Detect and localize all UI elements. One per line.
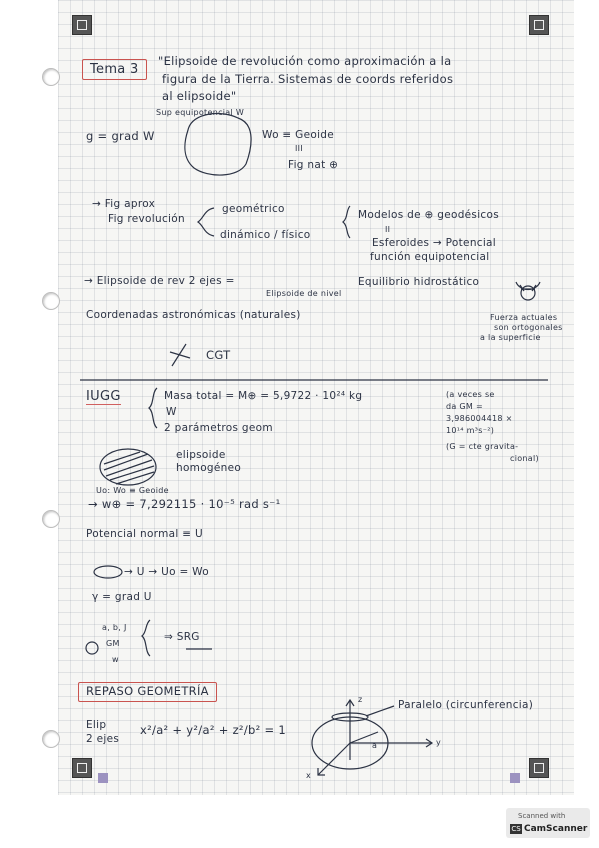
models-label: Modelos de ⊕ geodésicos <box>358 209 499 221</box>
omega-earth: → w⊕ = 7,292115 · 10⁻⁵ rad s⁻¹ <box>88 497 281 511</box>
gm-note-5: (G = cte gravita- <box>446 442 519 451</box>
homog-ellipsoid-1: elipsoide <box>176 449 226 461</box>
geometric-label: geométrico <box>222 203 285 215</box>
axis-x: x <box>306 771 312 780</box>
cgt-label: CGT <box>206 348 231 362</box>
camscanner-badge <box>506 808 590 838</box>
geom-params: 2 parámetros geom <box>164 422 273 434</box>
axis-y: y <box>436 738 442 747</box>
normal-potential: Potencial normal ≡ U <box>86 528 203 540</box>
gravity-formula: g = grad W <box>86 129 155 143</box>
title-line-2: figura de la Tierra. Sistemas de coords referidos <box>162 72 454 86</box>
fig-revolution: Fig revolución <box>108 213 185 225</box>
equal-mark: II <box>385 225 391 234</box>
hydrostatic-label: Equilibrio hidrostático <box>358 276 480 288</box>
fig-aprox: → Fig aprox <box>92 198 156 210</box>
title-line-3: al elipsoide" <box>162 89 237 103</box>
forces-note-3: a la superficie <box>480 333 541 342</box>
dynamic-label: dinámico / físico <box>220 229 311 241</box>
w-param: W <box>166 406 177 418</box>
tema-label: Tema 3 <box>82 59 147 80</box>
equipotential-surface-label: Sup equipotencial W <box>156 108 245 117</box>
gm-note-3: 3,986004418 × <box>446 414 513 423</box>
semi-axis-a: a <box>372 741 378 750</box>
gamma-formula: γ = grad U <box>92 591 152 603</box>
level-ellipsoid: Elipsoide de nivel <box>266 289 342 298</box>
equiv-mark: III <box>295 144 303 153</box>
scanned-with-text: Scanned with <box>518 812 566 820</box>
camscanner-logo-icon: CS <box>511 825 521 833</box>
params-w: w <box>112 655 119 664</box>
forces-note-2: son ortogonales <box>494 323 563 332</box>
ellipsoids-label: Esferoides → Potencial <box>372 237 497 249</box>
fig-nat-label: Fig nat ⊕ <box>288 159 339 171</box>
gm-note-6: cional) <box>510 454 539 463</box>
forces-note-1: Fuerza actuales <box>490 313 558 322</box>
equipotential-function: función equipotencial <box>370 251 490 263</box>
homog-ellipsoid-2: homogéneo <box>176 462 242 474</box>
wo-geoid-label: Wo ≡ Geoide <box>262 129 335 141</box>
parallel-label: Paralelo (circunferencia) <box>398 699 534 711</box>
axis-z: z <box>358 695 363 704</box>
ellipsoid-formula: x²/a² + y²/a² + z²/b² = 1 <box>140 723 286 737</box>
gm-note-1: (a veces se <box>446 390 495 399</box>
title-line-1: "Elipsoide de revolución como aproximación a la <box>158 54 452 68</box>
camscanner-text: CamScanner <box>524 824 588 834</box>
two-axes-ellipsoid: → Elipsoide de rev 2 ejes = <box>84 275 235 287</box>
geometry-heading: REPASO GEOMETRÍA <box>78 682 217 702</box>
iugg-label: IUGG <box>86 389 121 404</box>
params-gm: GM <box>106 639 120 648</box>
natural-coords: Coordenadas astronómicas (naturales) <box>86 309 301 321</box>
elip-label: Elip <box>86 719 107 731</box>
uo-wo-geoid: Uo: Wo ≡ Geoide <box>96 486 169 495</box>
params-abj: a, b, J <box>102 623 127 632</box>
two-axes-label: 2 ejes <box>86 733 120 745</box>
gm-note-2: da GM = <box>446 402 483 411</box>
total-mass: Masa total = M⊕ = 5,9722 · 10²⁴ kg <box>164 390 363 402</box>
potential-chain: → U → Uo = Wo <box>124 566 209 578</box>
srg-label: ⇒ SRG <box>164 631 200 643</box>
gm-note-4: 10¹⁴ m³s⁻²) <box>446 426 495 435</box>
